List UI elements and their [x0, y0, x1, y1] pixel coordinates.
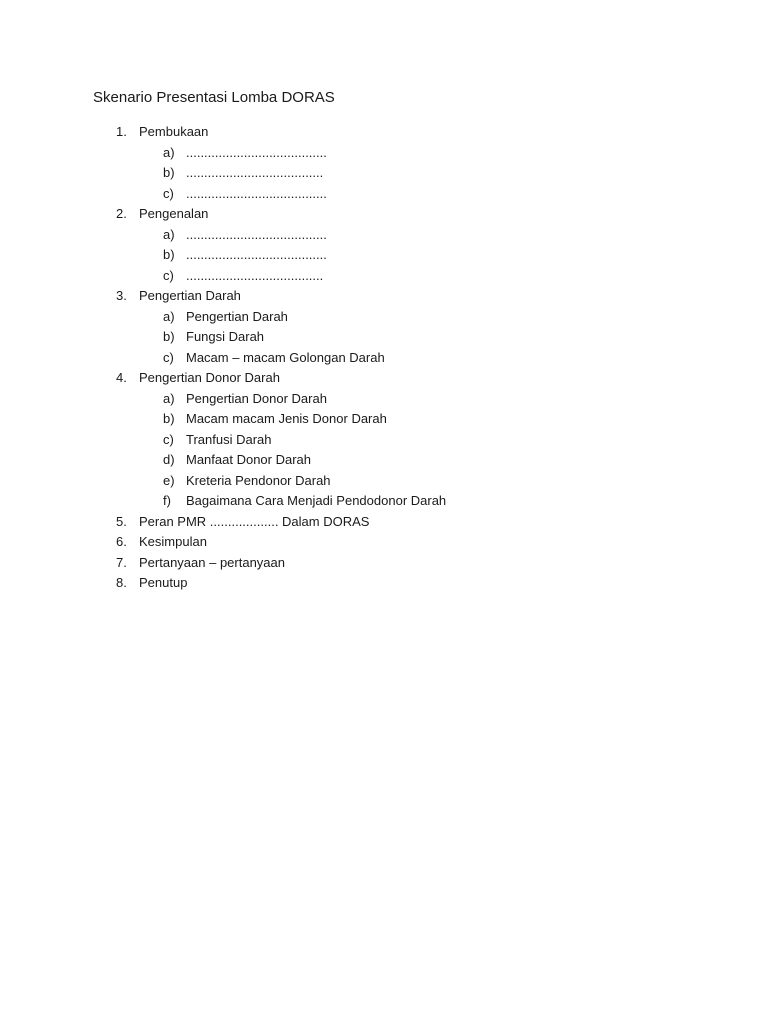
outline-subitem-letter: d)	[163, 452, 175, 467]
outline-subitem-letter: a)	[163, 390, 175, 406]
outline-item-label: Peran PMR ................... Dalam DORAS	[139, 513, 370, 529]
outline-subitem	[0, 389, 768, 410]
outline-subitem-label: Macam macam Jenis Donor Darah	[186, 411, 387, 426]
outline-subitem-letter: a)	[163, 144, 175, 160]
outline-subitem-label: Tranfusi Darah	[186, 431, 272, 447]
outline-item	[0, 553, 768, 574]
outline-subitem-letter: c)	[163, 185, 174, 201]
outline-item	[0, 286, 768, 307]
outline-item-number: 1.	[116, 124, 127, 139]
document-title: Skenario Presentasi Lomba DORAS	[93, 89, 335, 106]
outline-item	[0, 573, 768, 594]
outline-subitem	[0, 348, 768, 369]
outline-subitem	[0, 266, 768, 287]
outline-item-number: 8.	[116, 575, 127, 590]
outline-item	[0, 204, 768, 225]
outline-item	[0, 532, 768, 553]
outline-subitem	[0, 143, 768, 164]
outline-item-label: Kesimpulan	[139, 534, 207, 549]
outline-subitem-label: .......................................	[186, 226, 327, 242]
outline-item-number: 3.	[116, 288, 127, 303]
outline-subitem-label: Kreteria Pendonor Darah	[186, 472, 331, 488]
outline-subitem-letter: c)	[163, 349, 174, 365]
outline-item-label: Pengertian Darah	[139, 288, 241, 303]
outline-subitem-label: Macam – macam Golongan Darah	[186, 349, 385, 365]
outline-item-label: Pengertian Donor Darah	[139, 370, 280, 385]
outline-subitem	[0, 307, 768, 328]
outline-subitem	[0, 184, 768, 205]
outline-subitem	[0, 430, 768, 451]
outline-subitem-label: .......................................	[186, 185, 327, 201]
outline-subitem-letter: c)	[163, 431, 174, 447]
outline-subitem-label: ......................................	[186, 165, 324, 180]
outline-item-number: 2.	[116, 206, 127, 221]
outline-item-label: Pengenalan	[139, 206, 209, 221]
outline-subitem	[0, 450, 768, 471]
outline-item	[0, 512, 768, 533]
outline-subitem	[0, 245, 768, 266]
outline-subitem-letter: a)	[163, 226, 175, 242]
outline-subitem	[0, 409, 768, 430]
outline-subitem-letter: b)	[163, 329, 175, 344]
outline-subitem-letter: f)	[163, 493, 171, 508]
outline-subitem-label: ......................................	[186, 267, 324, 283]
outline-item-label: Pertanyaan – pertanyaan	[139, 554, 285, 570]
outline-subitem-label: .......................................	[186, 144, 327, 160]
outline-subitem-letter: c)	[163, 267, 174, 283]
outline-subitem	[0, 225, 768, 246]
outline-subitem-letter: b)	[163, 165, 175, 180]
outline-subitem-label: Fungsi Darah	[186, 329, 265, 344]
outline-item-number: 5.	[116, 513, 127, 529]
outline-item	[0, 122, 768, 143]
outline-subitem-letter: e)	[163, 472, 175, 488]
outline-subitem-label: Pengertian Donor Darah	[186, 390, 327, 406]
outline-item-number: 7.	[116, 554, 127, 570]
outline-subitem-letter: a)	[163, 308, 175, 324]
outline-item	[0, 368, 768, 389]
outline-item-label: Pembukaan	[139, 124, 209, 139]
outline-subitem-label: Pengertian Darah	[186, 308, 288, 324]
outline-subitem	[0, 327, 768, 348]
outline-subitem-letter: b)	[163, 411, 175, 426]
outline-subitem-label: .......................................	[186, 247, 327, 262]
outline-subitem	[0, 163, 768, 184]
outline-subitem	[0, 491, 768, 512]
outline-subitem-label: Manfaat Donor Darah	[186, 452, 312, 467]
outline-subitem-label: Bagaimana Cara Menjadi Pendodonor Darah	[186, 493, 447, 508]
outline-subitem	[0, 471, 768, 492]
outline-item-number: 4.	[116, 370, 127, 385]
outline-list	[0, 122, 768, 594]
outline-item-label: Penutup	[139, 575, 188, 590]
outline-subitem-letter: b)	[163, 247, 175, 262]
outline-item-number: 6.	[116, 534, 127, 549]
